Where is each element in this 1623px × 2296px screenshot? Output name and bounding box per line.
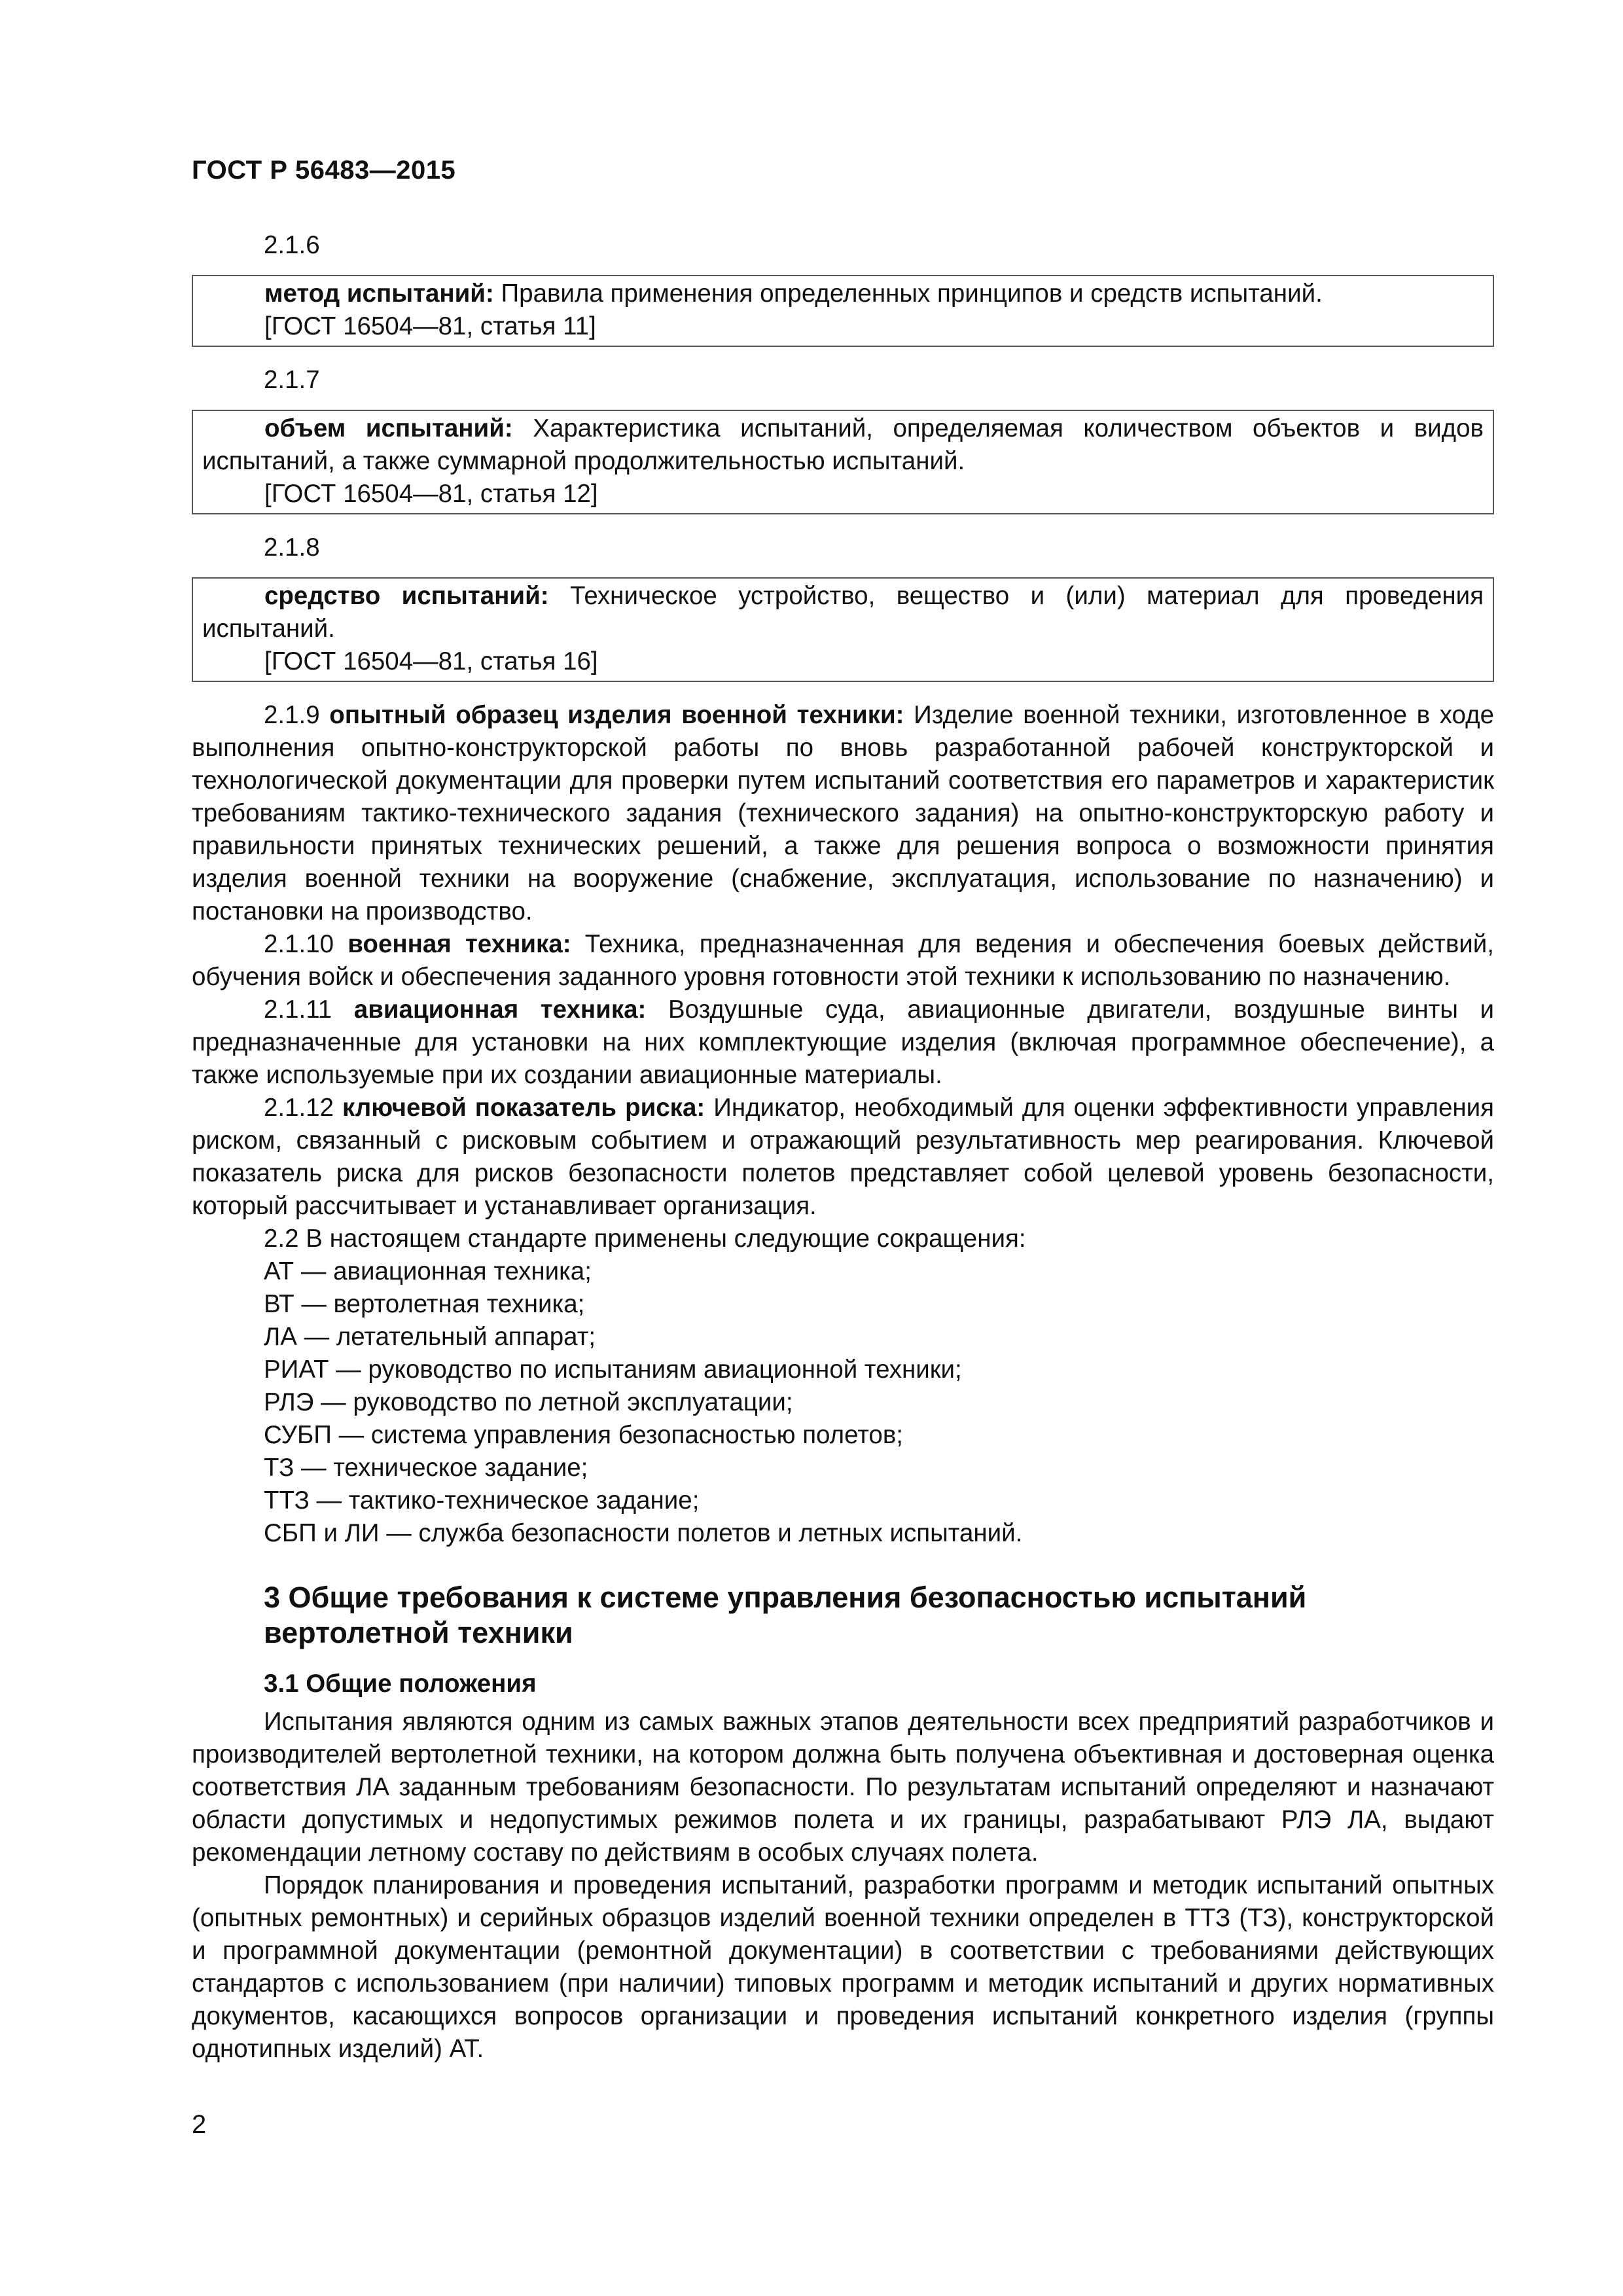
body-paragraph: Испытания являются одним из самых важных этапов деятельности всех предприятий разработчиков и производителей вертолетной техники, на котором должна быть получена объективная и достоверная оценка соответствия ЛА заданным требованиям безопасности. По результатам испытаний определяют и назначают области допустимых и недопустимых режимов полета и их границы, разрабатывают РЛЭ ЛА, выдают рекомендации летному составу по действиям в особых случаях полета.: [192, 1708, 1494, 1867]
term-definition-text: Индикатор, необходимый для оценки эффективности управления риском, связанный с рисковым событием и отражающий результативность мер реагирования. Ключевой показатель риска для рисков безопасности полетов представляет собой целевой уровень безопасности, который рассчитывает и устанавливает организация.: [192, 1094, 1495, 1220]
abbreviation-item: ЛА — летательный аппарат;: [264, 1323, 596, 1351]
term-paragraph: [192, 928, 1494, 994]
term-number: 2.1.9: [264, 701, 320, 729]
term-definition-text: Характеристика испытаний, определяемая количеством объектов и видов испытаний, а также суммарной продолжительностью испытаний.: [202, 414, 1484, 475]
term-paragraph: [192, 994, 1494, 1092]
abbreviation-item: РИАТ — руководство по испытаниям авиационной техники;: [264, 1355, 962, 1384]
abbreviation-item: АТ — авиационная техника;: [264, 1257, 592, 1285]
term-name: ключевой показатель риска:: [342, 1094, 705, 1122]
document-code-header: ГОСТ Р 56483—2015: [192, 156, 456, 185]
term-number: 2.1.6: [264, 231, 320, 259]
term-source: [ГОСТ 16504—81, статья 11]: [264, 312, 596, 340]
term-box: [192, 275, 1494, 347]
term-box: [192, 410, 1494, 514]
term-name: объем испытаний:: [264, 414, 513, 442]
term-definition-text: Изделие военной техники, изготовленное в ходе выполнения опытно-конструкторской работы по вновь разработанной рабочей конструкторской и технологической документации для проверки путем испытаний соответствия его параметров и характеристик требованиям тактико-технического задания (технического задания) на опытно-конструкторскую работу и правильности принятых технических решений, а также для решения вопроса о возможности принятия изделия военной техники на вооружение (снабжение, эксплуатация, использование по назначению) и постановки на производство.: [192, 701, 1494, 925]
term-source: [ГОСТ 16504—81, статья 16]: [264, 647, 598, 675]
term-definition: [202, 278, 1484, 310]
term-number: 2.1.8: [264, 533, 320, 562]
abbreviation-item: ВТ — вертолетная техника;: [264, 1290, 585, 1318]
body-paragraph: Порядок планирования и проведения испытаний, разработки программ и методик испытаний опытных (опытных ремонтных) и серийных образцов изделий военной техники определен в ТТЗ (ТЗ), конструкторской и программной документации (ремонтной документации) в соответствии с требованиями действующих стандартов с использованием (при наличии) типовых программ и методик испытаний и других нормативных документов, касающихся вопросов организации и проведения испытаний конкретного изделия (группы однотипных изделий) АТ.: [192, 1871, 1494, 2063]
term-definition: [202, 412, 1484, 478]
abbreviation-item: РЛЭ — руководство по летной эксплуатации;: [264, 1388, 793, 1416]
term-name: средство испытаний:: [264, 582, 549, 610]
term-number: 2.1.10: [264, 930, 334, 958]
term-box: [192, 577, 1494, 682]
term-name: опытный образец изделия военной техники:: [329, 701, 904, 729]
abbreviation-item: СБП и ЛИ — служба безопасности полетов и летных испытаний.: [264, 1519, 1023, 1547]
page-number: 2: [192, 2110, 207, 2139]
term-definition-text: Техника, предназначенная для ведения и обеспечения боевых действий, обучения войск и обеспечения заданного уровня готовности этой техники к использованию по назначению.: [192, 930, 1495, 991]
term-number: 2.1.11: [264, 996, 332, 1024]
abbreviation-item: ТТЗ — тактико-техническое задание;: [264, 1486, 700, 1515]
term-name: авиационная техника:: [353, 996, 647, 1024]
term-paragraph: [192, 699, 1494, 928]
abbreviation-item: ТЗ — техническое задание;: [264, 1454, 588, 1482]
term-number: 2.1.12: [264, 1094, 334, 1122]
term-name: метод испытаний:: [264, 279, 494, 308]
term-source: [ГОСТ 16504—81, статья 12]: [264, 480, 598, 508]
term-definition-text: Воздушные суда, авиационные двигатели, воздушные винты и предназначенные для установки на них комплектующие изделия (включая программное обеспечение), а также используемые при их создании авиационные материалы.: [192, 996, 1494, 1089]
term-number: 2.1.7: [264, 366, 320, 394]
term-name: военная техника:: [348, 930, 571, 958]
term-definition-text: Техническое устройство, вещество и (или) материал для проведения испытаний.: [202, 582, 1484, 643]
abbreviations-intro: 2.2 В настоящем стандарте применены следующие сокращения:: [264, 1225, 1026, 1253]
section-heading: 3 Общие требования к системе управления безопасностью испытаний вертолетной техники: [264, 1581, 1307, 1649]
term-paragraph: [192, 1092, 1494, 1223]
subsection-heading: 3.1 Общие положения: [264, 1670, 537, 1698]
page-content: [192, 229, 1494, 2066]
term-definition: [202, 580, 1484, 645]
abbreviation-item: СУБП — система управления безопасностью полетов;: [264, 1421, 903, 1449]
term-definition-text: Правила применения определенных принципов и средств испытаний.: [501, 279, 1323, 308]
